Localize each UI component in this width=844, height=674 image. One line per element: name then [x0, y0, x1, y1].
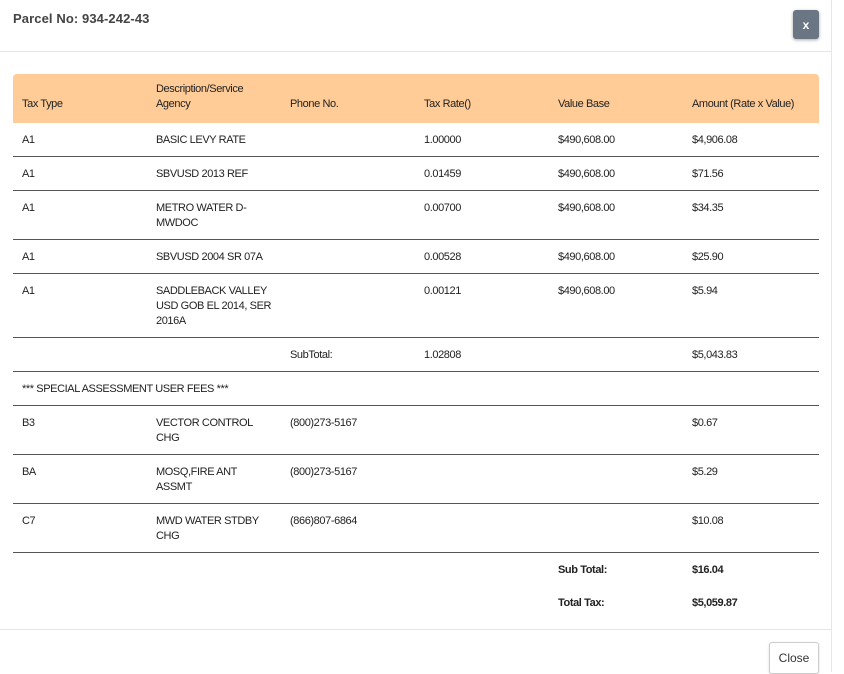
description-cell: MWD WATER STDBY CHG: [147, 504, 281, 553]
total-tax-row: [13, 586, 819, 619]
description-cell: VECTOR CONTROL CHG: [147, 406, 281, 455]
phone-cell: [281, 123, 415, 157]
tax-type-cell: A1: [13, 157, 147, 191]
value-base-cell: $490,608.00: [549, 157, 683, 191]
table-row: [13, 455, 819, 504]
table-row: [13, 240, 819, 274]
description-cell: SBVUSD 2004 SR 07A: [147, 240, 281, 274]
value-base-cell: $490,608.00: [549, 240, 683, 274]
modal-header: [0, 0, 831, 52]
column-header-amount: Amount (Rate x Value): [683, 74, 819, 123]
close-button[interactable]: Close: [769, 642, 819, 674]
total-tax-label: Total Tax:: [558, 597, 605, 609]
column-header-tax-type: Tax Type: [13, 74, 147, 123]
phone-cell: (800)273-5167: [281, 455, 415, 504]
amount-cell: $0.67: [683, 406, 819, 455]
tax-type-cell: A1: [13, 123, 147, 157]
subtotal-amount: $5,043.83: [683, 338, 819, 372]
modal-footer: [0, 629, 831, 673]
phone-cell: [281, 240, 415, 274]
value-base-cell: $490,608.00: [549, 123, 683, 157]
phone-cell: [281, 191, 415, 240]
amount-cell: $71.56: [683, 157, 819, 191]
phone-cell: [281, 157, 415, 191]
amount-cell: $5.94: [683, 274, 819, 338]
subtotal-row: [13, 338, 819, 372]
table-row: [13, 504, 819, 553]
amount-cell: $34.35: [683, 191, 819, 240]
amount-cell: $25.90: [683, 240, 819, 274]
column-header-description: Description/Service Agency: [147, 74, 281, 123]
table-header-row: [13, 74, 819, 123]
amount-cell: $5.29: [683, 455, 819, 504]
amount-cell: $10.08: [683, 504, 819, 553]
tax-type-cell: B3: [13, 406, 147, 455]
page-scrollbar-gutter: [831, 0, 844, 672]
tax-rate-cell: 0.00528: [415, 240, 549, 274]
phone-cell: (800)273-5167: [281, 406, 415, 455]
tax-type-cell: A1: [13, 274, 147, 338]
tax-rate-cell: 0.00121: [415, 274, 549, 338]
tax-type-cell: A1: [13, 240, 147, 274]
close-x-button[interactable]: x: [793, 10, 819, 39]
tax-type-cell: BA: [13, 455, 147, 504]
tax-type-cell: C7: [13, 504, 147, 553]
description-cell: MOSQ,FIRE ANT ASSMT: [147, 455, 281, 504]
description-cell: BASIC LEVY RATE: [147, 123, 281, 157]
description-cell: METRO WATER D-MWDOC: [147, 191, 281, 240]
description-cell: SBVUSD 2013 REF: [147, 157, 281, 191]
column-header-tax-rate: Tax Rate(): [415, 74, 549, 123]
table-row: [13, 406, 819, 455]
phone-cell: (866)807-6864: [281, 504, 415, 553]
total-tax-amount: $5,059.87: [692, 597, 738, 609]
table-row: [13, 274, 819, 338]
tax-table: [13, 74, 819, 619]
amount-cell: $4,906.08: [683, 123, 819, 157]
value-base-cell: $490,608.00: [549, 191, 683, 240]
special-assessment-header-row: [13, 372, 819, 406]
fees-subtotal-row: [13, 553, 819, 587]
phone-cell: [281, 274, 415, 338]
column-header-value-base: Value Base: [549, 74, 683, 123]
value-base-cell: $490,608.00: [549, 274, 683, 338]
special-assessment-header: *** SPECIAL ASSESSMENT USER FEES ***: [13, 372, 819, 406]
tax-rate-cell: 0.01459: [415, 157, 549, 191]
subtotal-rate: 1.02808: [415, 338, 549, 372]
fees-subtotal-label: Sub Total:: [558, 564, 607, 576]
tax-type-cell: A1: [13, 191, 147, 240]
description-cell: SADDLEBACK VALLEY USD GOB EL 2014, SER 2016A: [147, 274, 281, 338]
column-header-phone: Phone No.: [281, 74, 415, 123]
tax-rate-cell: 1.00000: [415, 123, 549, 157]
table-row: [13, 123, 819, 157]
subtotal-label: SubTotal:: [281, 338, 415, 372]
tax-rate-cell: 0.00700: [415, 191, 549, 240]
table-row: [13, 191, 819, 240]
fees-subtotal-amount: $16.04: [692, 564, 724, 576]
modal-title: Parcel No: 934-242-43: [13, 11, 150, 26]
table-row: [13, 157, 819, 191]
